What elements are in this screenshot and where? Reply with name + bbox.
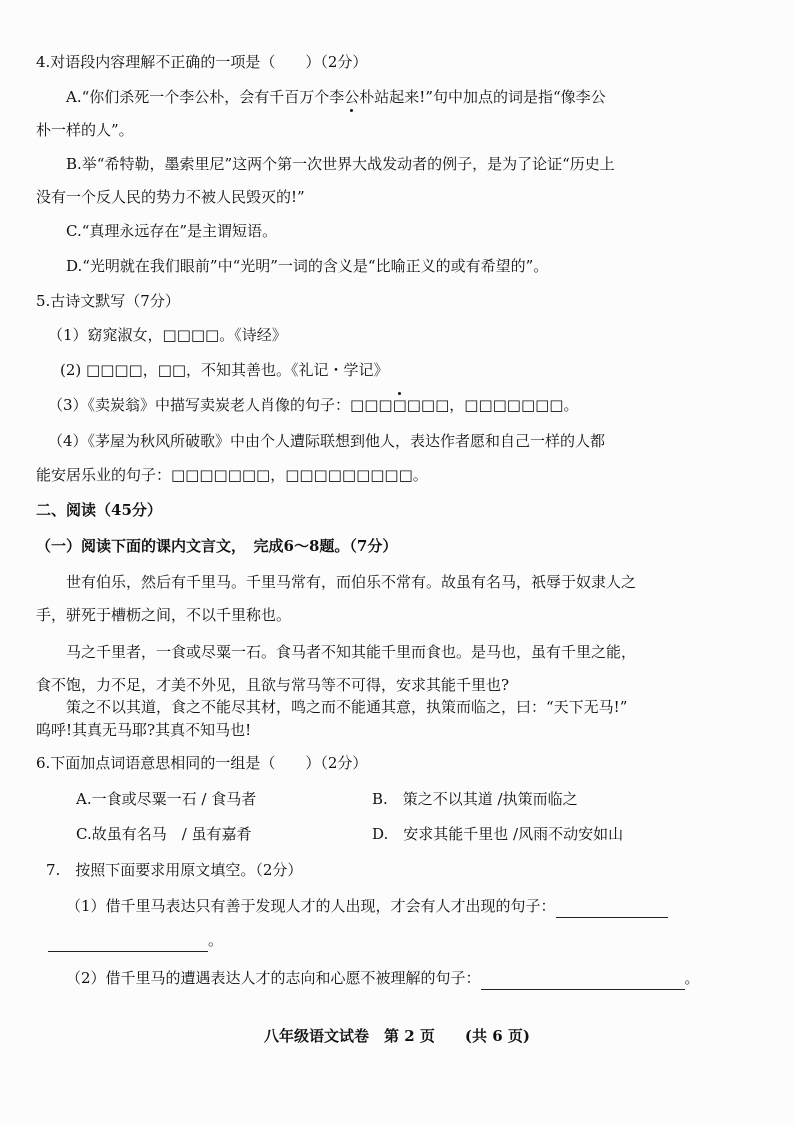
passage-p1-cont: 手，骈死于槽枥之间，不以千里称也。 — [36, 606, 292, 624]
q4-option-c: C.“真理永远存在”是主谓短语。 — [66, 222, 278, 240]
q5-dotted-boxes: □□□□□□□ — [350, 393, 449, 417]
q7-stem: 7. 按照下面要求用原文填空。（2分） — [46, 861, 303, 879]
q5-line-4-cont: 能安居乐业的句子：□□□□□□□，□□□□□□□□□。 — [36, 466, 428, 484]
q6-option-a: A.一食或尽粟一石 / 食马者 — [76, 790, 257, 808]
q4-dotted-word: 李公朴 — [329, 88, 374, 106]
q6-option-d: D. 安求其能千里也 /风雨不动安如山 — [372, 825, 624, 843]
passage-p3-cont: 呜呼!其真无马耶?其真不知马也! — [36, 721, 252, 739]
q7-sub-2-answer-line[interactable] — [481, 969, 685, 990]
passage-p2-cont: 食不饱，力不足，才美不外见，且欲与常马等不可得，安求其能千里也? — [36, 676, 510, 694]
q4-option-a-cont: 朴一样的人”。 — [36, 121, 134, 139]
part-1-title: （一）阅读下面的课内文言文， 完成6～8题。（7分） — [36, 537, 398, 555]
q4-option-d: D.“光明就在我们眼前”中“光明”一词的含义是“比喻正义的或有希望的”。 — [66, 257, 549, 275]
passage-p1: 世有伯乐，然后有千里马。千里马常有，而伯乐不常有。故虽有名马，祇辱于奴隶人之 — [66, 573, 637, 591]
q4-option-b: B.举“希特勒，墨索里尼”这两个第一次世界大战发动者的例子，是为了论证“历史上 — [66, 155, 615, 173]
q4-option-b-cont: 没有一个反人民的势力不被人民毁灭的!” — [36, 188, 305, 206]
passage-p2: 马之千里者，一食或尽粟一石。食马者不知其能千里而食也。是马也，虽有千里之能， — [66, 643, 637, 661]
q5-line-3: （3）《卖炭翁》中描写卖炭老人肖像的句子：□□□□□□□，□□□□□□□。 — [48, 393, 578, 417]
q5-stem: 5.古诗文默写（7分） — [36, 292, 180, 310]
q7-sub-2: （2）借千里马的遭遇表达人才的志向和心愿不被理解的句子： 。 — [66, 966, 700, 990]
q4-option-a: A.“你们杀死一个李公朴，会有千百万个李公朴站起来!”句中加点的词是指“像李公 — [66, 85, 606, 109]
passage-p3: 策之不以其道，食之不能尽其材，鸣之而不能通其意，执策而临之，曰：“天下无马!” — [66, 698, 628, 716]
q7-sub-1-cont: 。 — [48, 928, 223, 952]
section-2-title: 二、阅读（45分） — [36, 501, 162, 519]
q7-sub-1-answer-line[interactable] — [556, 897, 668, 918]
q5-line-1: （1）窈窕淑女，□□□□。《诗经》 — [48, 326, 287, 344]
q5-line-2: (2) □□□□，□□，不知其善也。《礼记・学记》 — [60, 361, 389, 379]
page-footer: 八年级语文试卷 第 2 页 (共 6 页) — [264, 1027, 530, 1045]
q4-stem: 4.对语段内容理解不正确的一项是（ ）（2分） — [36, 53, 368, 71]
q6-option-b: B. 策之不以其道 /执策而临之 — [372, 790, 578, 808]
q7-sub-1-answer-line-cont[interactable] — [48, 931, 208, 952]
q6-option-c: C.故虽有名马 / 虽有嘉肴 — [76, 825, 252, 843]
q5-line-4: （4）《茅屋为秋风所破歌》中由个人遭际联想到他人，表达作者愿和自己一样的人都 — [48, 432, 606, 450]
q6-stem: 6.下面加点词语意思相同的一组是（ ）（2分） — [36, 754, 368, 772]
q7-sub-1: （1）借千里马表达只有善于发现人才的人出现，才会有人才出现的句子： — [66, 894, 668, 918]
